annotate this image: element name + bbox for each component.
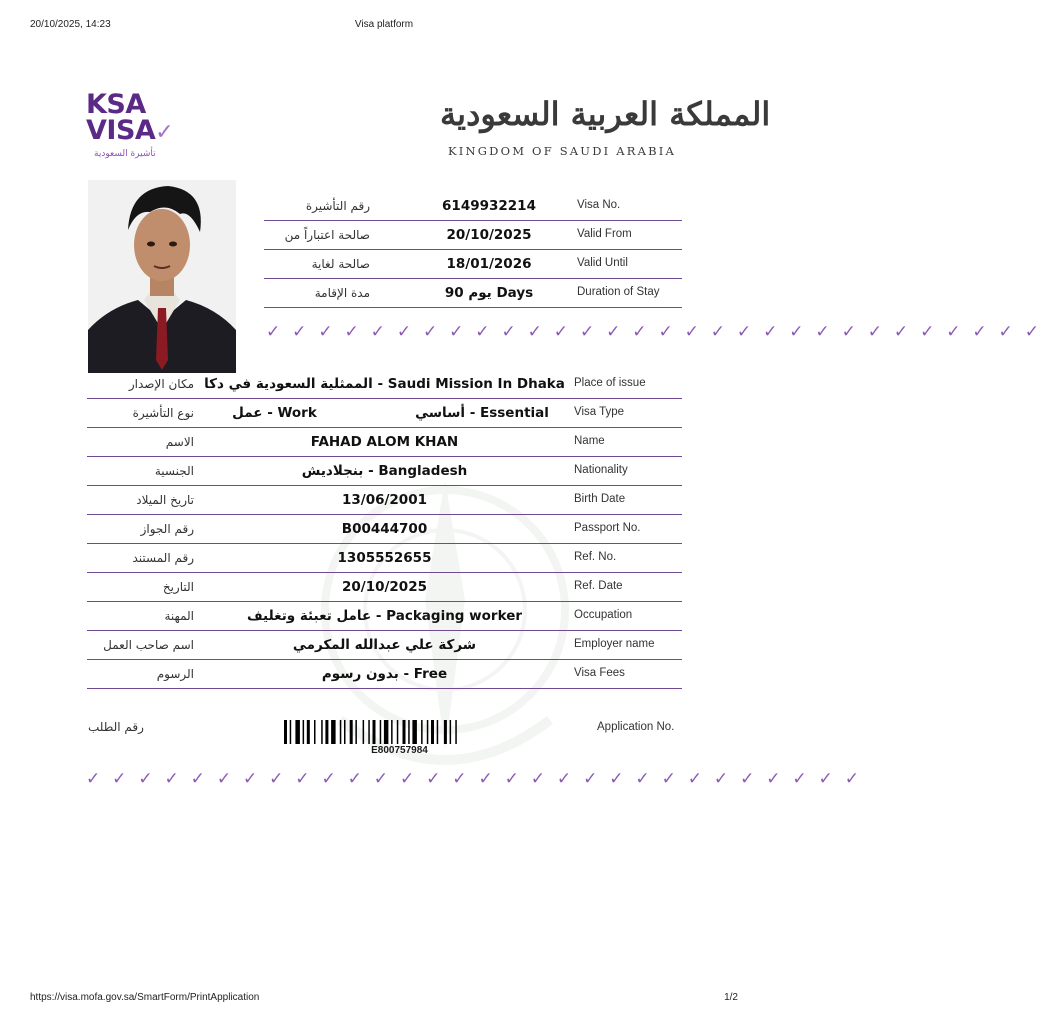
birth-date-label-en: Birth Date — [574, 493, 626, 505]
print-page-number: 1/2 — [724, 992, 738, 1003]
barcode-bar — [295, 720, 300, 744]
valid-until-value: 18/01/2026 — [446, 256, 532, 272]
visa-fees-value: بدون رسوم - Free — [321, 666, 448, 682]
valid-until-row — [264, 250, 682, 279]
barcode-bar — [344, 720, 346, 744]
ref-no-value: 1305552655 — [337, 550, 432, 566]
barcode-bar — [350, 720, 353, 744]
ref-no-label-en: Ref. No. — [574, 551, 617, 563]
barcode-bar — [431, 720, 434, 744]
barcode-bar — [355, 720, 357, 744]
application-number: E800757984 — [371, 745, 428, 756]
duration-label-en: Duration of Stay — [577, 286, 660, 298]
visa-number-label-en: Visa No. — [577, 199, 621, 211]
barcode-bar — [363, 720, 365, 744]
ksa-visa-logo — [86, 89, 176, 167]
employer-label-en: Employer name — [574, 638, 655, 650]
barcode-bar — [455, 720, 457, 744]
employer-label-ar: اسم صاحب العمل — [103, 638, 194, 652]
application-label-en: Application No. — [597, 721, 675, 733]
barcode-bar — [303, 720, 305, 744]
nationality-label-en: Nationality — [574, 464, 628, 476]
visa-fees-label-en: Visa Fees — [574, 667, 625, 679]
valid-from-label-en: Valid From — [577, 228, 632, 240]
barcode-bar — [408, 720, 410, 744]
logo-check-icon: ✓ — [155, 120, 174, 145]
ref-date-value: 20/10/2025 — [341, 579, 427, 595]
valid-until-label-en: Valid Until — [577, 257, 628, 269]
visa-fees-label-ar: الرسوم — [156, 667, 194, 681]
application-label-ar: رقم الطلب — [88, 720, 144, 734]
passport-label-ar: رقم الجواز — [140, 522, 194, 536]
name-label-ar: الاسم — [165, 435, 194, 449]
birth-date-label-ar: تاريخ الميلاد — [136, 493, 194, 507]
barcode-bar — [368, 720, 370, 744]
barcode-bar — [284, 720, 287, 744]
visa-type-label-en: Visa Type — [574, 406, 625, 418]
employer-row — [87, 631, 682, 660]
visa-number-row — [264, 192, 682, 221]
visa-type-essential: أساسي - Essential — [415, 405, 549, 421]
barcode-bar — [314, 720, 316, 744]
occupation-value: عامل تعبئة وتغليف - Packaging worker — [246, 608, 523, 624]
logo-line-visa: VISA✓ — [86, 115, 174, 146]
ref-date-label-en: Ref. Date — [574, 580, 623, 592]
kingdom-english: KINGDOM OF SAUDI ARABIA — [448, 144, 676, 158]
barcode-bar — [384, 720, 389, 744]
visa-type-work: عمل - Work — [232, 405, 317, 421]
barcode-bar — [450, 720, 452, 744]
logo-line-ksa: KSA — [86, 89, 146, 120]
passport-value: B00444700 — [341, 521, 428, 537]
valid-from-value: 20/10/2025 — [446, 227, 532, 243]
print-page-title: Visa platform — [354, 19, 414, 30]
visa-type-label-ar: نوع التأشيرة — [132, 406, 194, 420]
barcode-bar — [427, 720, 429, 744]
name-row — [87, 428, 682, 457]
barcode-bar — [321, 720, 323, 744]
applicant-photo — [88, 180, 236, 373]
barcode-bar — [403, 720, 406, 744]
visa-number-label-ar: رقم التأشيرة — [305, 199, 370, 213]
ref-no-row — [87, 544, 682, 573]
duration-value: 90 يوم Days — [444, 285, 534, 301]
birth-date-row — [87, 486, 682, 515]
occupation-label-ar: المهنة — [164, 609, 194, 623]
nationality-value: بنجلاديش - Bangladesh — [301, 463, 468, 479]
barcode-bar — [307, 720, 310, 744]
duration-label-ar: مدة الإقامة — [314, 286, 370, 300]
passport-row — [87, 515, 682, 544]
ref-date-row — [87, 573, 682, 602]
print-footer — [0, 992, 768, 1006]
occupation-label-en: Occupation — [574, 609, 633, 621]
valid-from-row — [264, 221, 682, 250]
name-value: FAHAD ALOM KHAN — [310, 434, 459, 450]
barcode-bar — [325, 720, 328, 744]
visa-type-row — [87, 399, 682, 428]
barcode-bar — [437, 720, 439, 744]
barcode-bar — [391, 720, 393, 744]
kingdom-arabic-calligraphy: المملكة العربية السعودية — [440, 95, 771, 133]
barcode-bar — [397, 720, 399, 744]
barcode-bar — [412, 720, 417, 744]
place-of-issue-row — [87, 370, 682, 399]
tick-pattern-bottom: ✓ ✓ ✓ ✓ ✓ ✓ ✓ ✓ ✓ ✓ ✓ ✓ ✓ ✓ ✓ ✓ ✓ ✓ ✓ ✓ ✓ ✓ ✓ ✓ ✓ ✓ ✓ ✓ ✓ ✓ — [86, 769, 862, 789]
barcode-bar — [421, 720, 423, 744]
print-datetime: 20/10/2025, 14:23 — [30, 19, 111, 30]
birth-date-value: 13/06/2001 — [341, 492, 427, 508]
duration-row — [264, 279, 682, 308]
nationality-label-ar: الجنسية — [154, 464, 194, 478]
occupation-row — [87, 602, 682, 631]
ref-no-label-ar: رقم المستند — [132, 551, 194, 565]
place-of-issue-label-en: Place of issue — [574, 377, 646, 389]
barcode-bar — [444, 720, 447, 744]
kingdom-heading — [440, 92, 771, 166]
barcode-bar — [340, 720, 342, 744]
visa-number-value: 6149932214 — [442, 198, 536, 214]
barcode-bar — [380, 720, 382, 744]
name-label-en: Name — [574, 435, 605, 447]
nationality-row — [87, 457, 682, 486]
ref-date-label-ar: التاريخ — [162, 580, 194, 594]
valid-from-label-ar: صالحة اعتباراً من — [284, 228, 370, 242]
barcode-bar — [373, 720, 376, 744]
visa-fees-row — [87, 660, 682, 689]
employer-value: شركة علي عبدالله المكرمي — [292, 637, 477, 653]
passport-label-en: Passport No. — [574, 522, 641, 534]
application-barcode — [284, 720, 515, 744]
barcode-bar — [331, 720, 336, 744]
print-header — [0, 19, 768, 33]
print-url: https://visa.mofa.gov.sa/SmartForm/PrintApplication — [30, 992, 260, 1003]
tick-pattern-top: ✓ ✓ ✓ ✓ ✓ ✓ ✓ ✓ ✓ ✓ ✓ ✓ ✓ ✓ ✓ ✓ ✓ ✓ ✓ ✓ ✓ ✓ ✓ ✓ ✓ ✓ ✓ ✓ ✓ ✓ — [266, 322, 1042, 342]
valid-until-label-ar: صالحة لغاية — [311, 257, 370, 271]
logo-subtitle: تأشيرة السعودية — [94, 149, 156, 159]
place-of-issue-value: الممثلية السعودية في دكا - Saudi Mission In Dhaka — [204, 376, 565, 392]
place-of-issue-label-ar: مكان الإصدار — [128, 377, 194, 391]
barcode-bar — [290, 720, 292, 744]
